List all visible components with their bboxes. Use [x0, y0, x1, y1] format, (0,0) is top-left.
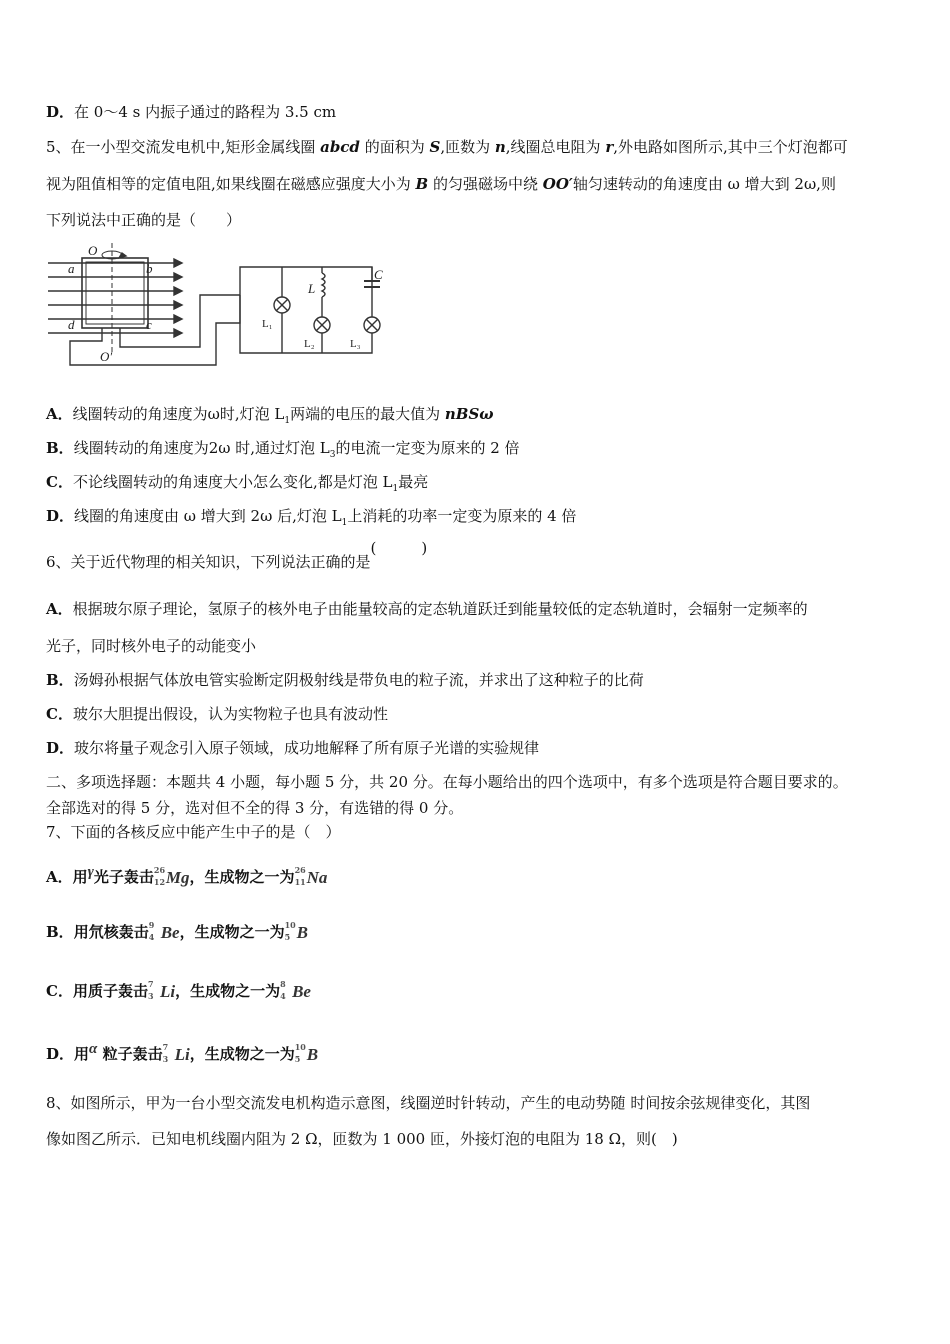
stem-text: ,线圈总电阻为	[505, 138, 606, 156]
nuclide-be-9: 9 4	[148, 920, 155, 942]
subscript: 3	[329, 450, 336, 460]
option-label: A．	[46, 868, 73, 886]
nuclide-b-10: 10 5	[284, 920, 296, 942]
section2-heading-line-1: 二、多项选择题：本题共 4 小题，每小题 5 分，共 20 分。在每小题给出的四个选项中，有多个选项是符合题目要求的。	[46, 773, 848, 791]
stem-text: ,匝数为	[440, 138, 495, 156]
q4-option-d	[46, 102, 336, 122]
option-label: D．	[46, 103, 75, 121]
option-label: B．	[46, 439, 74, 457]
option-label: D．	[46, 1045, 75, 1063]
label-capacitor: C	[374, 267, 383, 282]
var-n: n	[494, 138, 506, 156]
option-text: 上消耗的功率一定变为原来的 4 倍	[347, 507, 577, 525]
option-text: 用质子轰击	[72, 982, 148, 1000]
option-text: 在 0～4 s 内振子通过的路程为 3.5 cm	[74, 103, 337, 121]
q7-option-d	[46, 1039, 318, 1067]
label-inductor: L	[308, 281, 316, 296]
q5-option-d	[46, 506, 576, 533]
option-label: D．	[46, 507, 75, 525]
option-label: C．	[46, 473, 73, 491]
element-symbol: B	[296, 923, 308, 942]
answer-paren: ( )	[370, 539, 428, 557]
q5-stem-line-2	[46, 174, 836, 194]
q5-option-a	[46, 404, 494, 431]
subscript: 1	[392, 484, 399, 494]
var-abcd: abcd	[320, 138, 360, 156]
option-text: 不论线圈转动的角速度大小怎么变化,都是灯泡 L	[72, 473, 393, 491]
option-text: 汤姆孙根据气体放电管实验断定阴极射线是带负电的粒子流，并求出了这种粒子的比荷	[73, 671, 644, 689]
q5-stem-line-1	[46, 137, 848, 157]
generator-circuit-diagram	[46, 243, 391, 373]
label-l3: L₃	[350, 338, 361, 350]
stem-text: 的面积为	[359, 138, 430, 156]
formula: nBSω	[444, 405, 494, 423]
q6-stem	[46, 539, 428, 572]
q7-option-a	[46, 862, 327, 890]
q6-option-a-cont: 光子，同时核外电子的动能变小	[46, 637, 257, 655]
option-text: 的电流一定变为原来的 2 倍	[335, 439, 520, 457]
option-text: 线圈转动的角速度为ω时,灯泡 L	[72, 405, 285, 423]
stem-text: 6、关于近代物理的相关知识，下列说法正确的是	[46, 553, 371, 571]
option-text: 粒子轰击	[97, 1045, 163, 1063]
stem-text: 的匀强磁场中绕	[428, 175, 543, 193]
option-text: 用	[74, 1045, 90, 1063]
gamma-symbol: γ	[87, 864, 94, 880]
q8-stem-line-2: 像如图乙所示．已知电机线圈内阻为 2 Ω，匝数为 1 000 匝，外接灯泡的电阻为 18 Ω，则( )	[46, 1130, 678, 1148]
stem-text: ,外电路如图所示,其中三个灯泡都可	[613, 138, 848, 156]
q6-option-b	[46, 670, 644, 690]
nuclide-li-7: 7 3	[162, 1042, 169, 1064]
option-text: ，生成物之一为	[189, 1045, 295, 1063]
subscript: 1	[341, 518, 348, 528]
element-symbol: Li	[174, 1045, 190, 1064]
option-label: B．	[46, 923, 74, 941]
option-text: 根据玻尔原子理论，氢原子的核外电子由能量较高的定态轨道跃迁到能量较低的定态轨道时，会辐射一定频率的	[72, 600, 808, 618]
alpha-symbol: α	[89, 1041, 98, 1057]
nuclide-b-10: 10 5	[294, 1042, 306, 1064]
q6-option-a	[46, 599, 808, 619]
q8-stem-line-1: 8、如图所示，甲为一台小型交流发电机构造示意图，线圈逆时针转动，产生的电动势随 时间按余弦规律变化，其图	[46, 1094, 811, 1112]
subscript: 1	[284, 416, 291, 426]
q6-option-d	[46, 738, 539, 758]
var-oo: OO′	[542, 175, 573, 193]
option-label: C．	[46, 982, 73, 1000]
q7-option-b	[46, 921, 308, 945]
option-label: C．	[46, 705, 73, 723]
q5-option-c	[46, 472, 428, 499]
nuclide-li-7: 7 3	[147, 979, 154, 1001]
option-text: ，生成物之一为	[179, 923, 285, 941]
option-label: D．	[46, 739, 75, 757]
nuclide-na-26: 26 11	[294, 865, 306, 887]
label-d: d	[68, 317, 75, 332]
option-text: 用氘核轰击	[73, 923, 149, 941]
stem-text: 视为阻值相等的定值电阻,如果线圈在磁感应强度大小为	[46, 175, 416, 193]
q7-stem: 7、下面的各核反应中能产生中子的是（ ）	[46, 823, 341, 841]
stem-text: 轴匀速转动的角速度由 ω 增大到 2ω,则	[572, 175, 836, 193]
stem-text: 5、在一小型交流发电机中,矩形金属线圈	[46, 138, 321, 156]
element-symbol: Li	[159, 982, 176, 1001]
q6-option-c	[46, 704, 388, 724]
label-c: c	[146, 317, 152, 332]
nuclide-mg-26: 26 12	[153, 865, 166, 887]
option-text: ，生成物之一为	[189, 868, 295, 886]
element-symbol: Be	[160, 923, 180, 942]
option-label: A．	[46, 405, 73, 423]
q5-stem-line-3: 下列说法中正确的是（ ）	[46, 211, 242, 229]
element-symbol: Na	[306, 868, 328, 887]
var-s: S	[429, 138, 441, 156]
label-o-prime: O′	[100, 349, 113, 364]
label-l2: L₂	[304, 338, 315, 350]
q7-option-c	[46, 980, 311, 1004]
label-l1: L₁	[262, 318, 273, 330]
element-symbol: B	[306, 1045, 319, 1064]
var-r: r	[605, 138, 614, 156]
nuclide-be-8: 8 4	[280, 979, 286, 1001]
option-label: A．	[46, 600, 73, 618]
option-text: ，生成物之一为	[175, 982, 281, 1000]
option-label: B．	[46, 671, 74, 689]
option-text: 两端的电压的最大值为	[290, 405, 445, 423]
label-o: O	[88, 243, 98, 258]
element-symbol: Be	[292, 982, 311, 1001]
option-text: 玻尔将量子观念引入原子领域，成功地解释了所有原子光谱的实验规律	[74, 739, 540, 757]
option-text: 用	[72, 868, 88, 886]
option-text: 线圈转动的角速度为2ω 时,通过灯泡 L	[73, 439, 330, 457]
option-text: 最亮	[398, 473, 429, 491]
element-symbol: Mg	[165, 868, 190, 887]
label-b: b	[146, 261, 153, 276]
option-text: 玻尔大胆提出假设，认为实物粒子也具有波动性	[72, 705, 388, 723]
option-text: 线圈的角速度由 ω 增大到 2ω 后,灯泡 L	[74, 507, 342, 525]
var-b: B	[415, 175, 429, 193]
option-text: 光子轰击	[93, 868, 154, 886]
label-a: a	[68, 261, 75, 276]
section2-heading-line-2: 全部选对的得 5 分，选对但不全的得 3 分，有选错的得 0 分。	[46, 799, 464, 817]
q5-option-b	[46, 438, 520, 465]
